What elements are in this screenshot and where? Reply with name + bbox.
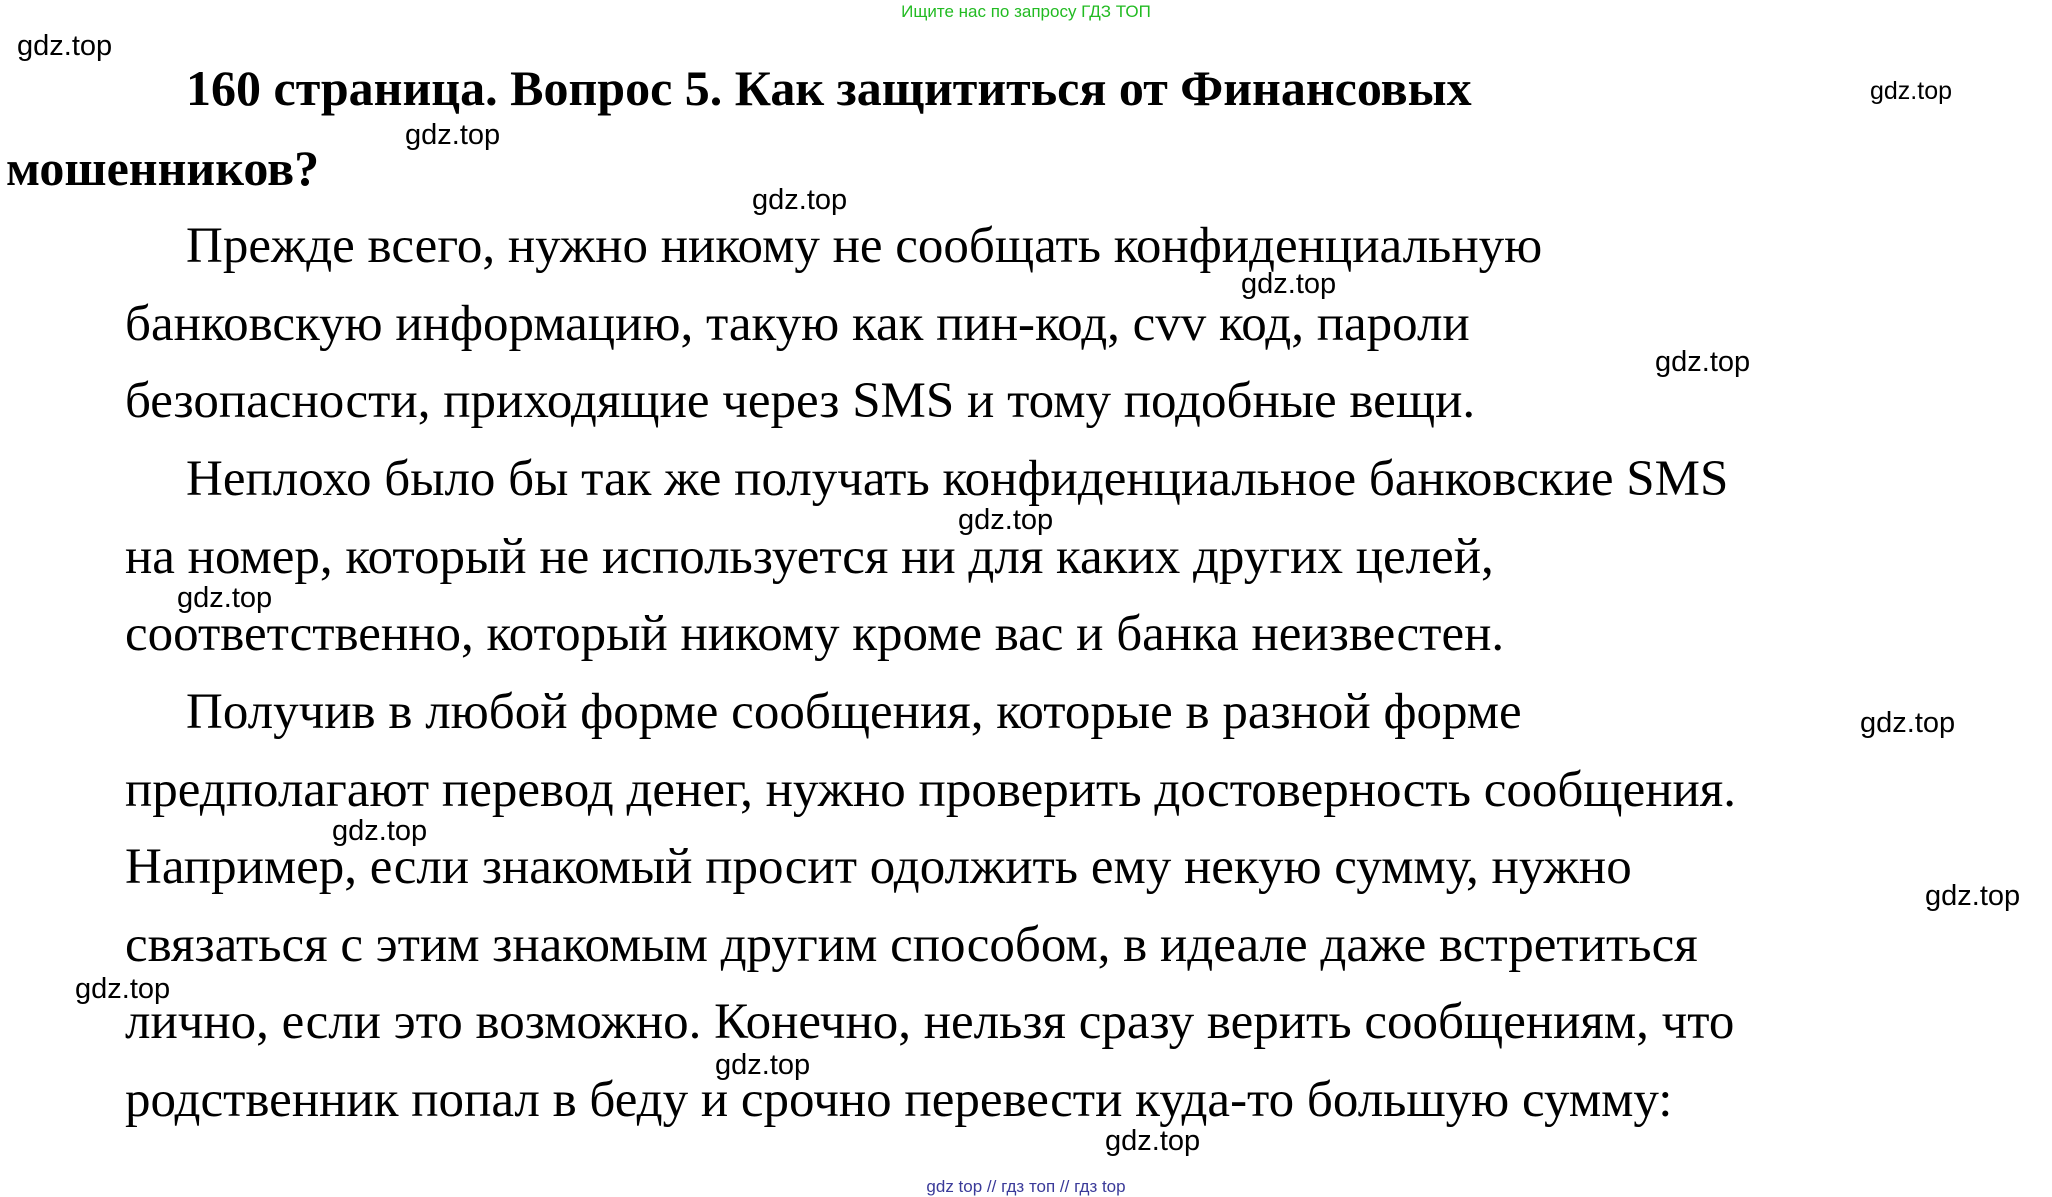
watermark: gdz.top	[1241, 268, 1337, 300]
watermark: gdz.top	[1870, 77, 1953, 105]
watermark: gdz.top	[1925, 880, 2021, 912]
body-line: на номер, который не используется ни для каких других целей,	[125, 529, 1494, 585]
watermark: gdz.top	[1860, 707, 1956, 739]
body-line: связаться с этим знакомым другим способом, в идеале даже встретиться	[125, 917, 1698, 973]
top-banner: Ищите нас по запросу ГДЗ ТОП	[901, 2, 1151, 21]
body-line: лично, если это возможно. Конечно, нельзя сразу верить сообщениям, что	[125, 994, 1735, 1050]
body-line: Например, если знакомый просит одолжить ему некую сумму, нужно	[125, 839, 1632, 895]
body-line: Неплохо было бы так же получать конфиденциальное банковские SMS	[186, 451, 1729, 507]
watermark: gdz.top	[1655, 346, 1751, 378]
body-line: соответственно, который никому кроме вас и банка неизвестен.	[125, 606, 1505, 662]
watermark: gdz.top	[332, 815, 428, 847]
body-line: предполагают перевод денег, нужно проверить достоверность сообщения.	[125, 762, 1737, 818]
page-title-line-1: 160 страница. Вопрос 5. Как защититься от Финансовых	[186, 60, 1472, 116]
watermark: gdz.top	[958, 504, 1054, 536]
body-line: банковскую информацию, такую как пин-код, cvv код, пароли	[125, 296, 1470, 352]
watermark: gdz.top	[752, 184, 848, 216]
body-line: Прежде всего, нужно никому не сообщать конфиденциальную	[186, 218, 1543, 274]
watermark: gdz.top	[75, 973, 171, 1005]
footer-links: gdz top // гдз топ // гдз top	[926, 1177, 1126, 1196]
watermark: gdz.top	[405, 119, 501, 151]
page-title-line-2: мошенников?	[6, 140, 320, 196]
body-line: родственник попал в беду и срочно перевести куда-то большую сумму:	[125, 1072, 1673, 1128]
watermark: gdz.top	[1105, 1125, 1201, 1157]
body-line: Получив в любой форме сообщения, которые в разной форме	[186, 684, 1522, 740]
watermark: gdz.top	[17, 30, 113, 62]
watermark: gdz.top	[177, 582, 273, 614]
watermark: gdz.top	[715, 1049, 811, 1081]
body-line: безопасности, приходящие через SMS и тому подобные вещи.	[125, 373, 1476, 429]
